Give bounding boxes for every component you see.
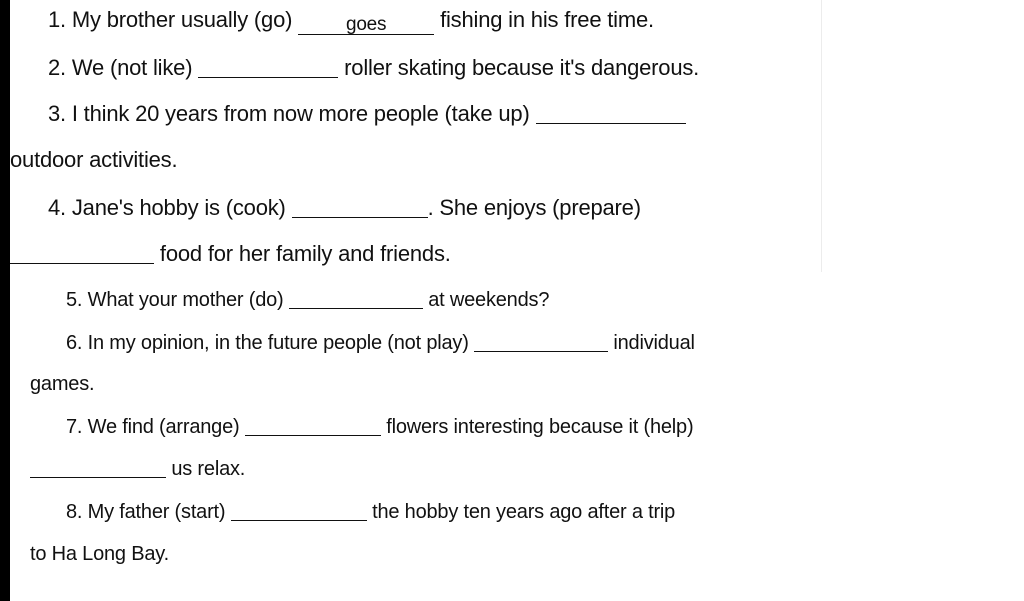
question-3-text: 3. I think 20 years from now more people (take up) — [48, 101, 536, 126]
question-7-text: 7. We find (arrange) — [66, 416, 245, 438]
question-4 — [48, 195, 641, 221]
question-7-continued — [30, 457, 245, 481]
question-6-text: 6. In my opinion, in the future people (not play) — [66, 332, 475, 354]
question-3-text-end: outdoor activities. — [10, 147, 178, 172]
question-2 — [48, 55, 699, 81]
question-4-continued — [10, 241, 451, 267]
scan-block-edge — [821, 0, 822, 272]
question-3 — [48, 101, 686, 127]
question-8 — [66, 500, 675, 524]
question-8-text: 8. My father (start) — [66, 501, 231, 523]
question-4-blank-2 — [10, 243, 154, 264]
question-8-text-wrap: to Ha Long Bay. — [30, 543, 169, 565]
question-2-text-end: roller skating because it's dangerous. — [338, 55, 700, 80]
question-6 — [66, 331, 695, 355]
question-3-continued — [10, 147, 177, 173]
question-1-answer: goes — [345, 14, 387, 35]
question-7-text-mid: flowers interesting because it (help) — [380, 416, 694, 438]
question-4-text-end: food for her family and friends. — [154, 241, 451, 266]
question-7-blank-1 — [245, 417, 381, 436]
question-5-blank — [289, 290, 423, 309]
question-8-blank — [231, 502, 367, 521]
question-1 — [48, 7, 654, 35]
question-4-text-mid: . She enjoys (prepare) — [427, 195, 641, 220]
question-2-blank — [198, 57, 338, 78]
left-black-border — [0, 0, 10, 601]
question-5-text: 5. What your mother (do) — [66, 289, 289, 311]
question-6-blank — [474, 333, 608, 352]
question-1-text: 1. My brother usually (go) — [48, 7, 299, 32]
question-7-blank-2 — [30, 459, 166, 478]
question-5 — [66, 288, 549, 312]
question-2-text: 2. We (not like) — [48, 55, 199, 80]
question-6-text-wrap: games. — [30, 373, 95, 395]
question-1-text-end: fishing in his free time. — [434, 7, 654, 32]
question-4-text: 4. Jane's hobby is (cook) — [48, 195, 292, 220]
question-6-text-end: individual — [608, 332, 695, 354]
question-7-text-end: us relax. — [166, 458, 246, 480]
question-1-blank — [298, 14, 434, 35]
question-4-blank-1 — [292, 197, 428, 218]
question-3-blank — [536, 103, 686, 124]
question-6-continued — [30, 372, 94, 396]
question-7 — [66, 415, 693, 439]
question-8-text-end: the hobby ten years ago after a trip — [366, 501, 676, 523]
question-5-text-end: at weekends? — [422, 289, 550, 311]
question-8-continued — [30, 542, 169, 566]
